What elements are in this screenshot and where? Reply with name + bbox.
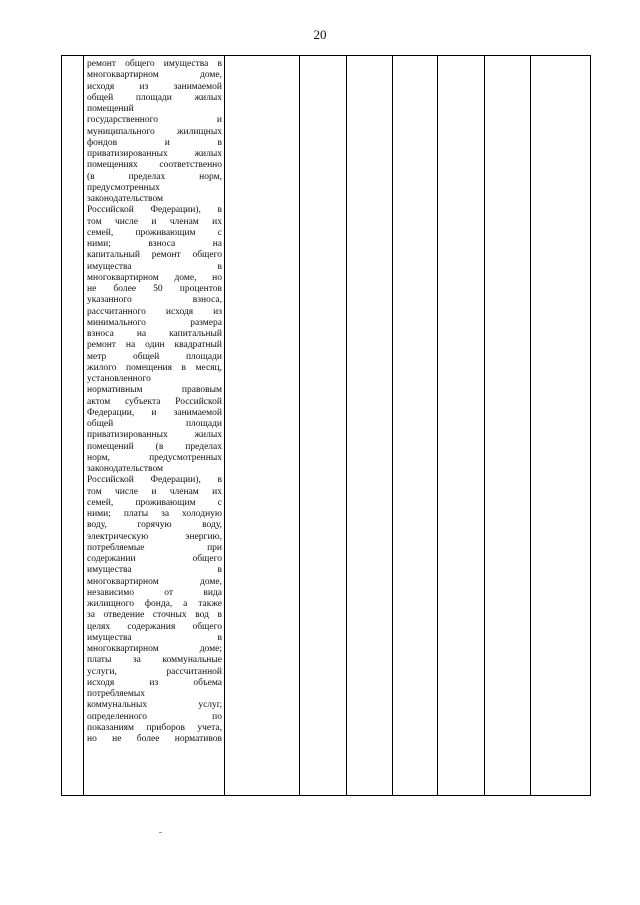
table-cell-description <box>84 56 225 796</box>
table-cell <box>393 56 438 796</box>
page-number: 20 <box>313 27 327 42</box>
benefits-table <box>61 55 591 796</box>
scan-mark <box>159 832 162 833</box>
table-row <box>62 56 591 796</box>
description-text: ремонт общего имущества в многоквартирном доме, исходя из занимаемой общей площади жилых помещений государственного и муниципального жилищных фондов и в приватизированных жилых помещениях соответственно (в пределах норм, предусмотренных законодательством Российской Федерации), в том числе и членам их семей, проживающим с ними; взноса на капитальный ремонт общего имущества в многоквартирном доме, но не более 50 процентов указанного взноса, рассчитанного исходя из минимального размера взноса на капитальный ремонт на один квадратный метр общей площади жилого помещения в месяц, установленного нормативным правовым актом субъекта Российской Федерации, и занимаемой общей площади приватизированных жилых помещений (в пределах норм, предусмотренных законодательством Российской Федерации), в том числе и членам их семей, проживающим с ними; платы за холодную воду, горячую воду, электрическую энергию, потребляемые при содержании общего имущества в многоквартирном доме, независимо от вида жилищного фонда, а также за отведение сточных вод в целях содержания общего имущества в многоквартирном доме; платы за коммунальные услуги, рассчитанной исходя из объема потребляемых коммунальных услуг, определенного по показаниям приборов учета, но не более нормативов <box>87 59 222 744</box>
table-cell <box>485 56 531 796</box>
table-cell <box>300 56 347 796</box>
table-cell <box>225 56 300 796</box>
table-cell <box>347 56 393 796</box>
table-cell <box>438 56 485 796</box>
table-cell <box>531 56 591 796</box>
table-cell-number <box>62 56 84 796</box>
